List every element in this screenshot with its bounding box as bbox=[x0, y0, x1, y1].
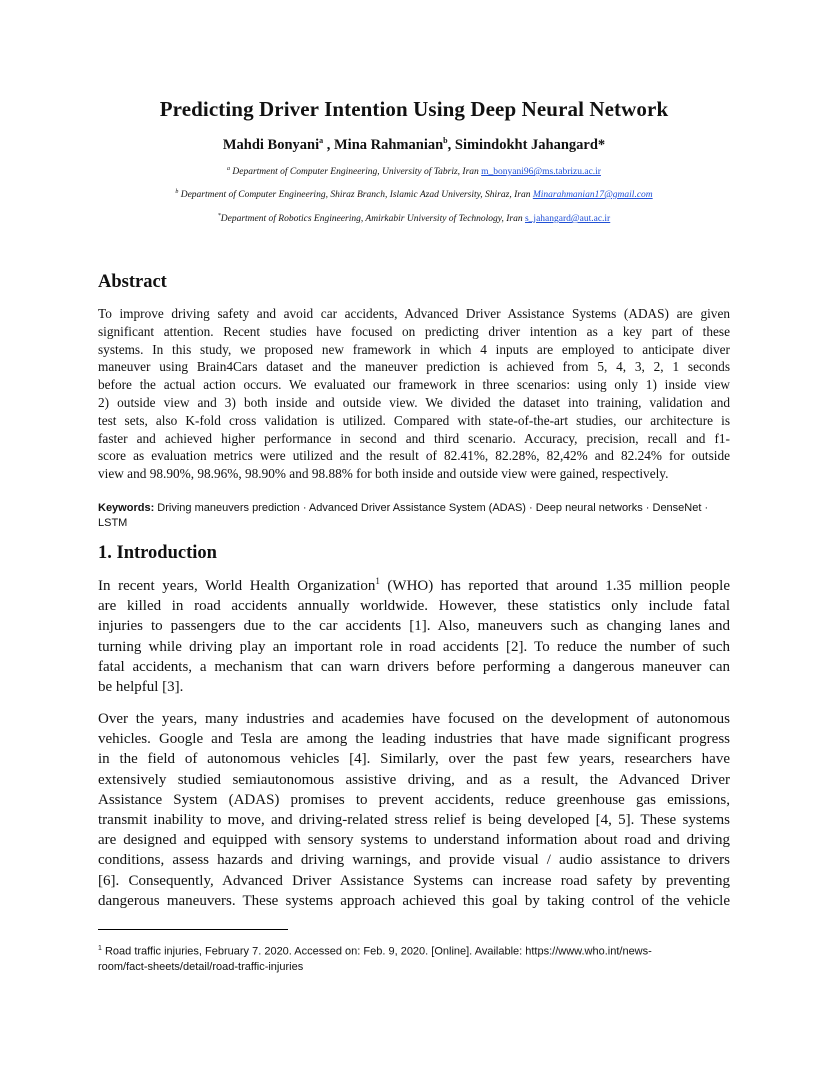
author-separator: , bbox=[323, 136, 334, 153]
line-text: In recent years, World Health Organization bbox=[98, 578, 376, 594]
email-link[interactable]: m_bonyani96@ms.tabrizu.ac.ir bbox=[481, 167, 601, 178]
introduction-heading: 1. Introduction bbox=[98, 543, 217, 563]
author-name: Mahdi Bonyani bbox=[222, 136, 320, 153]
paragraph-line: are designed and equipped with sensory systems to understand information about road and driving bbox=[98, 832, 730, 849]
footnote-text: Road traffic injuries, February 7. 2020. Accessed on: Feb. 9, 2020. [Online]. Available: https://www.who.int/news- bbox=[101, 945, 652, 958]
author-list bbox=[0, 136, 828, 154]
paper-title: Predicting Driver Intention Using Deep Neural Network bbox=[159, 97, 669, 121]
abstract-line: significant attention. Recent studies have focused on predicting driver intention as a key part of these bbox=[98, 323, 730, 339]
paragraph-line: turning while driving play an important role in road accidents [2]. To reduce the number of such bbox=[98, 638, 730, 655]
line-text: (WHO) has reported that around 1.35 million people bbox=[379, 578, 730, 594]
paragraph-line: vehicles. Google and Tesla are among the leading industries that have made significant progress bbox=[98, 731, 730, 748]
paragraph-line: are killed in road accidents annually worldwide. However, these statistics only include fatal bbox=[98, 598, 730, 615]
keywords bbox=[98, 501, 730, 531]
affiliation-c bbox=[0, 213, 828, 224]
paragraph-line: be helpful [3]. bbox=[98, 679, 184, 696]
paragraph-line: Assistance System (ADAS) promises to prevent accidents, reduce greenhouse gas emissions, bbox=[98, 791, 730, 808]
keywords-label: Keywords: bbox=[98, 502, 155, 514]
affiliation-a bbox=[0, 166, 828, 177]
abstract-body bbox=[98, 305, 730, 483]
footnote-mark: 1 bbox=[98, 945, 102, 952]
author-separator: , bbox=[447, 136, 455, 153]
email-link[interactable]: Minarahmanian17@gmail.com bbox=[532, 190, 653, 201]
abstract-line: view and 98.90%, 98.96%, 98.90% and 98.88% for both inside and outside view were gained, respectively. bbox=[98, 466, 669, 482]
abstract-line: test sets, also K-fold cross validation is utilized. Compared with state-of-the-art studies, our architecture is bbox=[98, 412, 730, 428]
author-affil-mark: b bbox=[443, 136, 448, 145]
paragraph-line: transmit inability to move, and driving-related stress relief is being developed [4, 5]. These systems bbox=[98, 812, 730, 829]
footnote-ref[interactable]: 1 bbox=[375, 576, 380, 586]
paragraph-line: in the field of autonomous vehicles [4]. Similarly, over the past few years, researchers have bbox=[98, 751, 730, 768]
affiliation-b bbox=[0, 189, 828, 200]
affiliation-mark: a bbox=[227, 166, 231, 172]
keywords-text: Driving maneuvers prediction · Advanced Driver Assistance System (ADAS) · Deep neural networks · DenseNet · LSTM bbox=[98, 502, 709, 529]
author-name: Simindokht Jahangard* bbox=[454, 136, 606, 153]
paragraph-line: fatal accidents, a mechanism that can warn drivers before performing a dangerous maneuver can bbox=[98, 658, 730, 675]
abstract-line: faster and achieved higher performance in second and third scenario. Accuracy, precision, recall and f1- bbox=[98, 430, 730, 446]
paragraph-line: conditions, assess hazards and driving warnings, and provide visual / audio assistance to drivers bbox=[98, 852, 730, 869]
abstract-line: 2) outside view and 3) both inside and outside view. We divided the dataset into training, validation and bbox=[98, 394, 730, 410]
paragraph-line: injuries to passengers due to the car accidents [1]. Also, maneuvers such as changing lanes and bbox=[98, 618, 730, 635]
paragraph-line: dangerous maneuvers. These systems approach achieved this goal by taking control of the vehicle bbox=[98, 892, 730, 909]
abstract-line: before the actual action occurs. We evaluated our framework in three scenarios: using only 1) inside view bbox=[98, 377, 730, 393]
affiliation-text: Department of Computer Engineering, Shiraz Branch, Islamic Azad University, Shiraz, Iran bbox=[178, 190, 533, 201]
affiliation-text: Department of Robotics Engineering, Amirkabir University of Technology, Iran bbox=[220, 214, 525, 225]
affiliation-text: Department of Computer Engineering, University of Tabriz, Iran bbox=[230, 167, 482, 178]
footnote bbox=[98, 941, 734, 976]
intro-paragraph-2 bbox=[98, 709, 730, 911]
intro-paragraph-1 bbox=[98, 576, 730, 697]
abstract-line: To improve driving safety and avoid car accidents, Advanced Driver Assistance Systems (ADAS) are given bbox=[98, 306, 730, 321]
author-name: Mina Rahmanian bbox=[333, 136, 444, 153]
abstract-heading: Abstract bbox=[98, 272, 167, 292]
abstract-line: score as evaluation metrics were utilized and the result of 82.41%, 82.28%, 82,42% and 82.24% for outside bbox=[98, 448, 730, 464]
affiliation-mark: b bbox=[175, 189, 179, 195]
paragraph-line bbox=[98, 576, 730, 596]
paragraph-line: [6]. Consequently, Advanced Driver Assistance Systems can increase road safety by preventing bbox=[98, 872, 730, 889]
footnote-text: room/fact-sheets/detail/road-traffic-injuries bbox=[98, 961, 304, 974]
email-link[interactable]: s_jahangard@aut.ac.ir bbox=[524, 214, 611, 225]
footnote-divider bbox=[98, 929, 288, 930]
author-affil-mark: a bbox=[319, 136, 324, 145]
paragraph-line: Over the years, many industries and academies have focused on the development of autonomous bbox=[98, 711, 730, 727]
abstract-line: systems. In this study, we proposed new framework in which 4 inputs are employed to anticipate diver bbox=[98, 341, 730, 357]
abstract-line: maneuver using Brain4Cars dataset and the maneuver prediction is achieved from 5, 4, 3, 2, 1 seconds bbox=[98, 359, 730, 375]
paragraph-line: extensively studied semiautonomous assistive driving, and as a result, the Advanced Driver bbox=[98, 771, 730, 788]
affiliation-mark: * bbox=[217, 213, 221, 219]
